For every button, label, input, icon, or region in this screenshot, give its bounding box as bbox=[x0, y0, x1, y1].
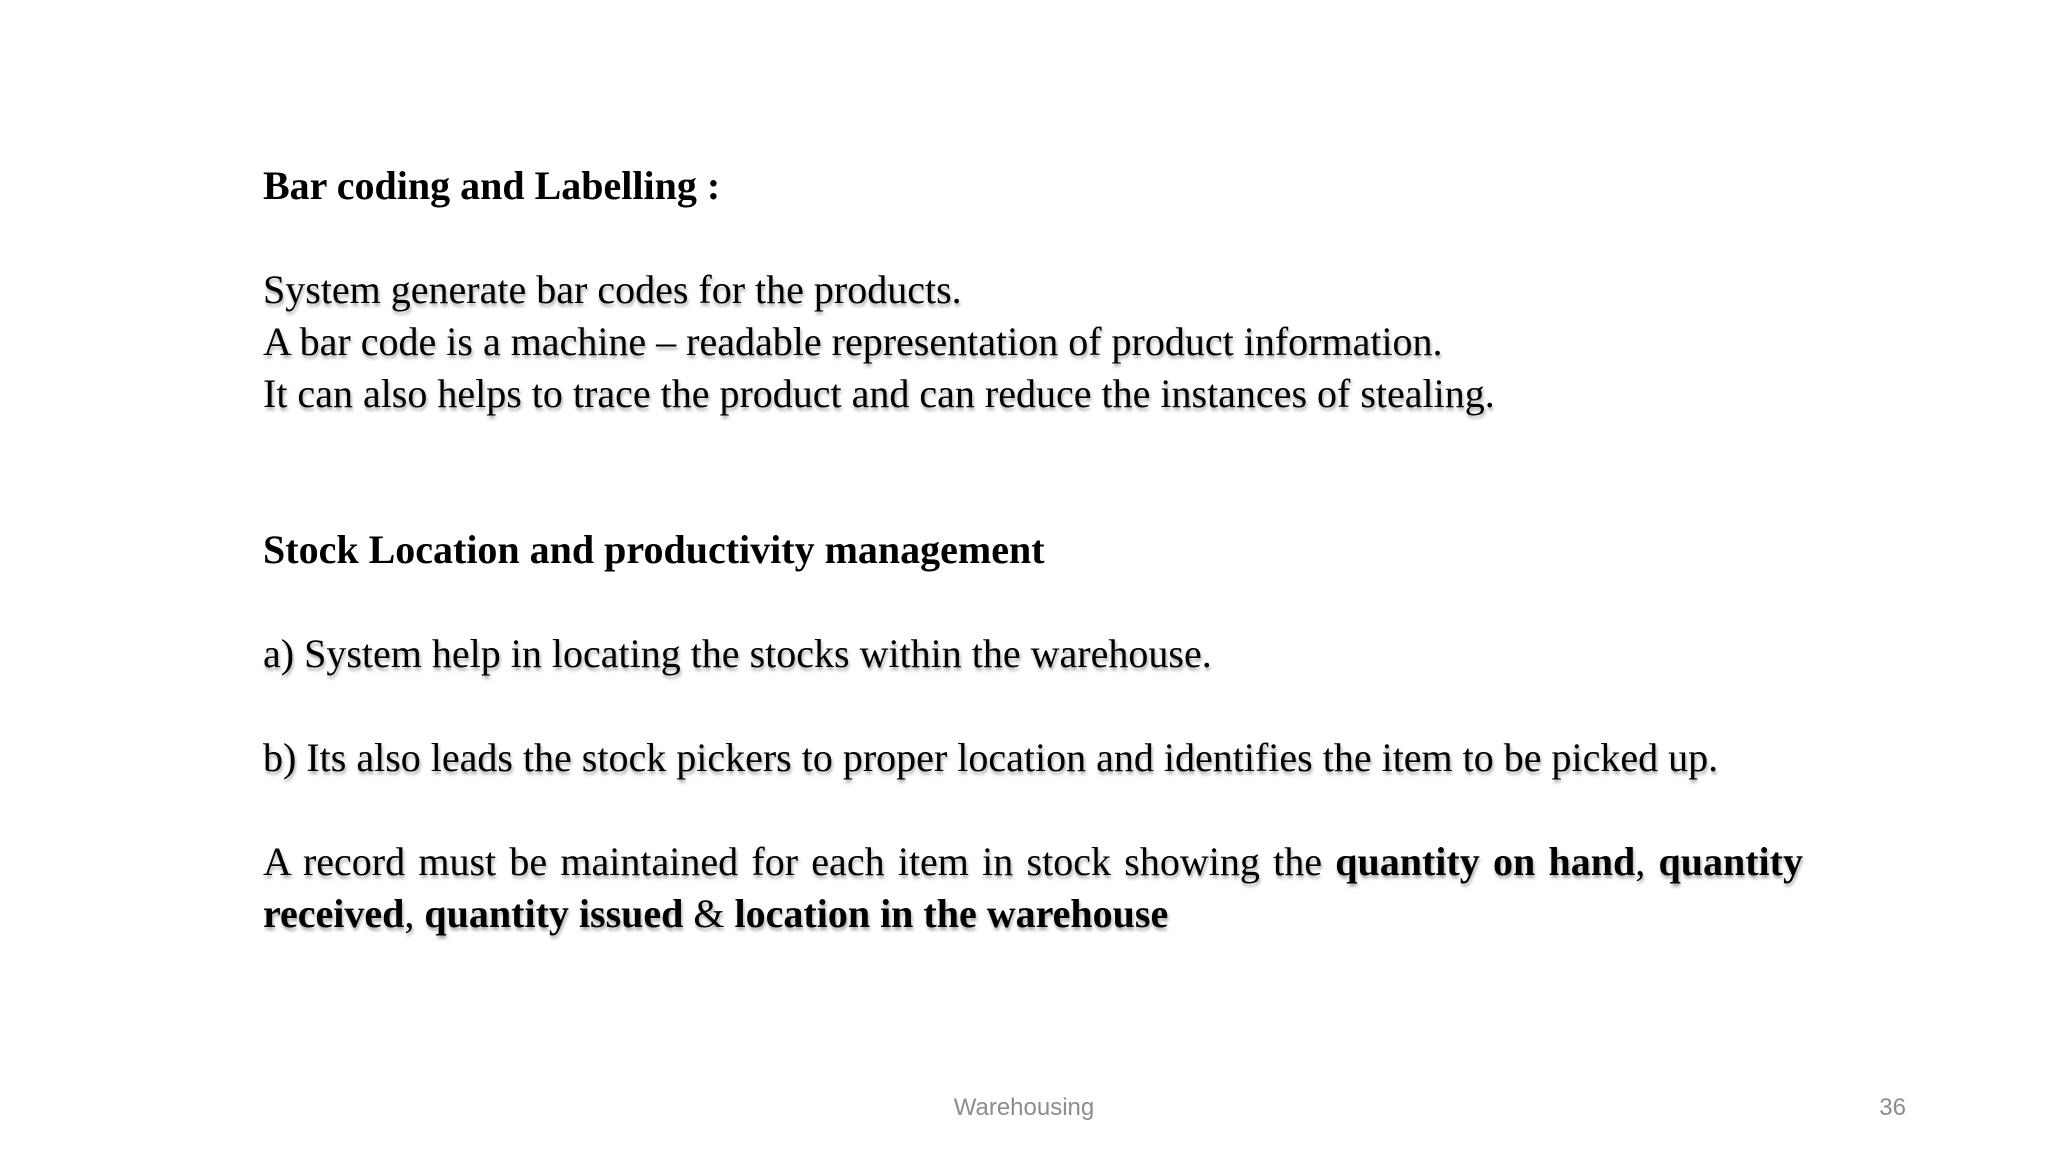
term-quantity-on-hand: quantity on hand bbox=[1335, 839, 1636, 884]
slide-body bbox=[263, 160, 1803, 940]
bar-code-line-1: System generate bar codes for the products. bbox=[263, 267, 962, 312]
section-heading-stock-location: Stock Location and productivity management bbox=[263, 527, 1045, 572]
section-heading-bar-coding: Bar coding and Labelling : bbox=[263, 163, 721, 208]
record-separator: & bbox=[683, 891, 735, 936]
stock-item-a: a) System help in locating the stocks within the warehouse. bbox=[263, 631, 1212, 676]
term-quantity-received: quantity received bbox=[263, 839, 1803, 936]
stock-record-paragraph bbox=[263, 836, 1803, 940]
page-number: 36 bbox=[1879, 1094, 1906, 1121]
bar-code-line-2: A bar code is a machine – readable representation of product information. bbox=[263, 319, 1443, 364]
footer-title: Warehousing bbox=[953, 1094, 1095, 1121]
record-separator: , bbox=[404, 891, 425, 936]
term-quantity-issued: quantity issued bbox=[424, 891, 684, 936]
stock-item-b: b) Its also leads the stock pickers to proper location and identifies the item to be picked up. bbox=[263, 735, 1719, 780]
record-lead-text: A record must be maintained for each item in stock showing the bbox=[263, 839, 1336, 884]
bar-code-line-3: It can also helps to trace the product and can reduce the instances of stealing. bbox=[263, 371, 1495, 416]
term-location-in-warehouse: location in the warehouse bbox=[734, 891, 1169, 936]
record-separator: , bbox=[1635, 839, 1659, 884]
